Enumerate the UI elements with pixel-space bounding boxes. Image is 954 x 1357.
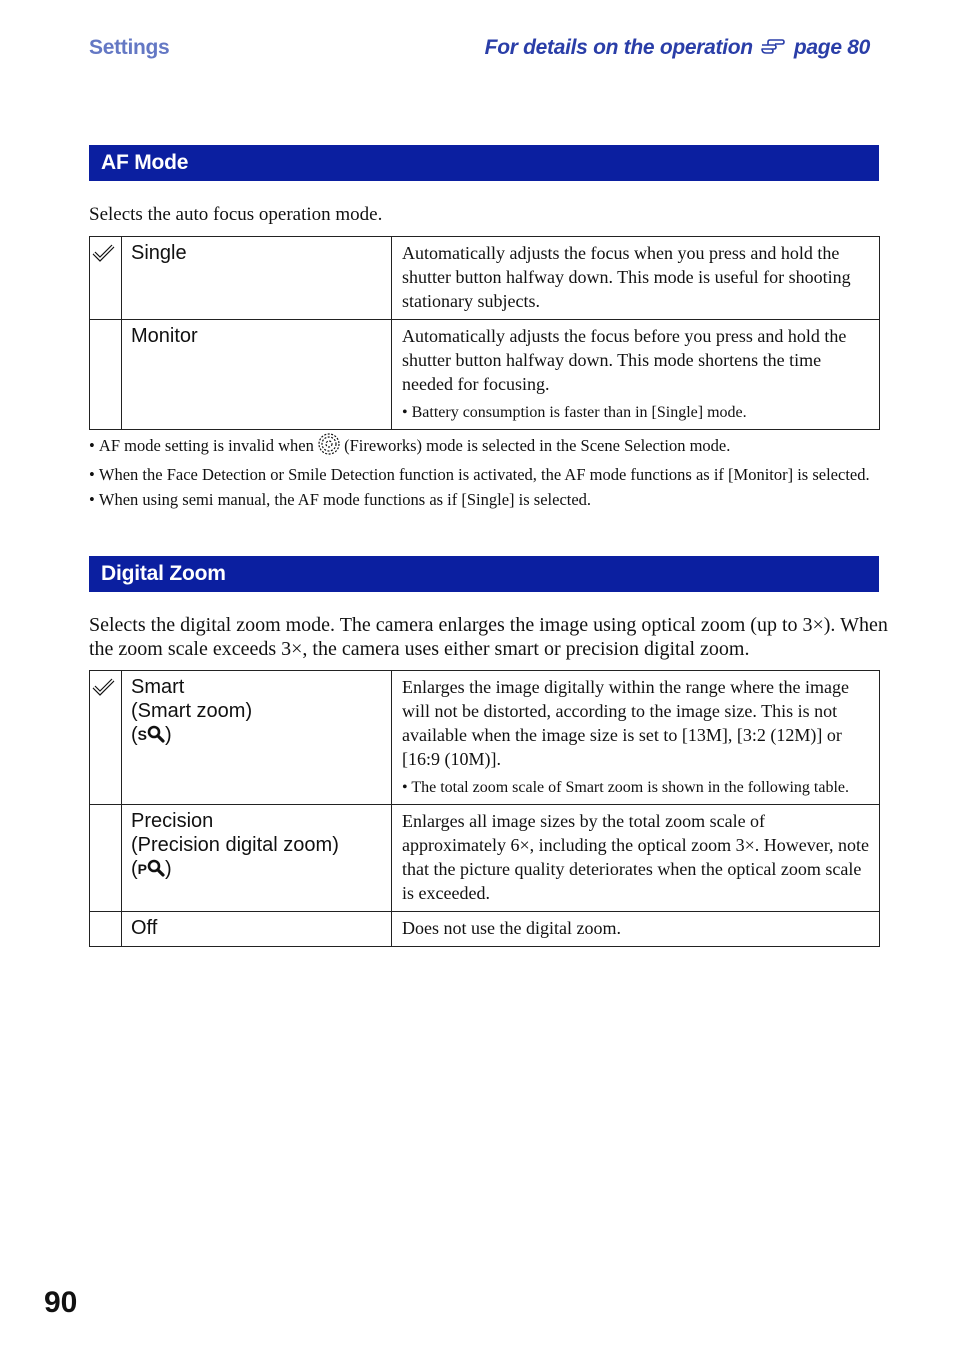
default-check-cell	[90, 237, 122, 320]
precision-zoom-symbol: (P )	[131, 857, 383, 883]
check-cell	[90, 320, 122, 430]
option-name-line1: Precision	[131, 810, 214, 832]
option-name	[122, 671, 392, 805]
af-mode-intro: Selects the auto focus operation mode.	[89, 204, 383, 225]
description-text: Automatically adjusts the focus when you press and hold the shutter button halfway down. This mode is useful for shooting stationary subjects.	[402, 243, 851, 311]
option-name-line2: (Smart zoom)	[131, 700, 253, 722]
table-row	[90, 671, 880, 805]
default-check-cell	[90, 671, 122, 805]
reference-page: page 80	[793, 36, 870, 59]
check-cell	[90, 912, 122, 947]
option-name-line2: (Precision digital zoom)	[131, 834, 339, 856]
description-text: Does not use the digital zoom.	[402, 918, 621, 938]
description-note: • Battery consumption is faster than in [Single] mode.	[402, 404, 747, 421]
option-name	[122, 805, 392, 912]
table-row	[90, 320, 880, 430]
page-number: 90	[44, 1286, 78, 1319]
magnifier-icon	[147, 725, 165, 749]
digital-zoom-heading: Digital Zoom	[89, 556, 879, 592]
table-row	[90, 912, 880, 947]
option-name: Monitor	[122, 320, 392, 430]
magnifier-icon	[147, 859, 165, 883]
af-mode-heading: AF Mode	[89, 145, 879, 181]
fireworks-icon	[318, 433, 340, 460]
note-text: AF mode setting is invalid when	[98, 436, 314, 455]
description-text: Automatically adjusts the focus before you press and hold the shutter button halfway down. This mode shortens the time needed for focusing.	[402, 326, 847, 394]
pointing-hand-icon	[760, 37, 786, 63]
digital-zoom-table	[89, 670, 880, 947]
option-description	[392, 237, 880, 320]
zoom-letter: P	[137, 861, 148, 877]
list-item: • AF mode setting is invalid when (Fireworks) mode is selected in the Scene Selection mode.	[89, 433, 879, 460]
description-text: Enlarges all image sizes by the total zoom scale of approximately 6×, including the optical zoom 3×. However, note that the picture quality deteriorates when the optical zoom scale is exceeded.	[402, 811, 869, 903]
list-item: • When using semi manual, the AF mode functions as if [Single] is selected.	[89, 490, 592, 509]
table-row	[90, 237, 880, 320]
description-note: • The total zoom scale of Smart zoom is shown in the following table.	[402, 779, 849, 796]
check-cell	[90, 805, 122, 912]
option-description	[392, 805, 880, 912]
af-mode-notes	[89, 433, 879, 514]
digital-zoom-intro: Selects the digital zoom mode. The camera enlarges the image using optical zoom (up to 3×). When the zoom scale exceeds 3×, the camera uses either smart or precision digital zoom.	[89, 614, 888, 660]
option-name: Single	[122, 237, 392, 320]
default-check-icon	[92, 684, 116, 701]
note-text: (Fireworks) mode is selected in the Scene Selection mode.	[344, 436, 731, 455]
description-text: Enlarges the image digitally within the range where the image will not be distorted, according to the image size. This is not available when the image size is set to [13M], [3:2 (12M)] or [16:9 (10M)].	[402, 677, 850, 769]
table-row	[90, 805, 880, 912]
af-mode-table	[89, 236, 880, 430]
option-description	[392, 671, 880, 805]
option-name: Off	[122, 912, 392, 947]
note-text: When using semi manual, the AF mode functions as if [Single] is selected.	[98, 490, 592, 509]
smart-zoom-symbol: (S )	[131, 723, 383, 749]
option-name-line1: Smart	[131, 676, 185, 698]
list-item: • When the Face Detection or Smile Detection function is activated, the AF mode functions as if [Monitor] is selected.	[89, 465, 870, 484]
zoom-letter: S	[137, 727, 148, 743]
header-reference[interactable]	[485, 36, 870, 63]
header-section-label: Settings	[89, 36, 170, 59]
reference-prefix: For details on the operation	[484, 36, 753, 59]
option-description	[392, 320, 880, 430]
note-text: When the Face Detection or Smile Detection function is activated, the AF mode functions as if [Monitor] is selected.	[98, 465, 870, 484]
option-description	[392, 912, 880, 947]
default-check-icon	[92, 250, 116, 267]
